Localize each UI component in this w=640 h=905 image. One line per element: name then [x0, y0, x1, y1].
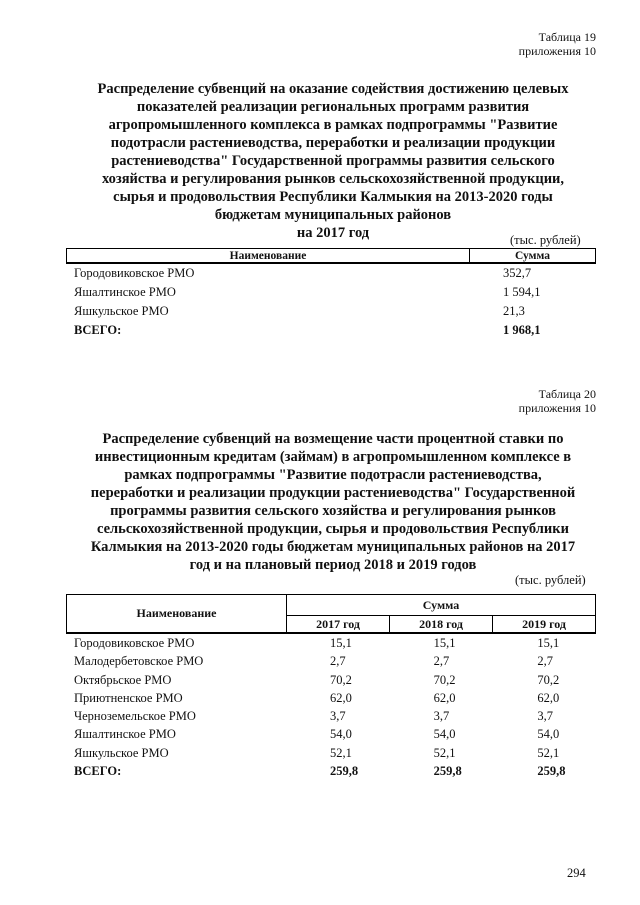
row-value: 15,1 — [537, 636, 560, 650]
total-value: 259,8 — [433, 764, 462, 779]
title-line: сельскохозяйственной продукции, сырья и продовольствия Республики — [96, 521, 569, 537]
header-sum: Сумма — [287, 595, 595, 616]
row-name: Черноземельское РМО — [74, 709, 196, 724]
title-line: переработки и реализации продукции растениеводства" Государственной — [90, 485, 576, 501]
title-line: бюджетам муниципальных районов — [214, 207, 452, 223]
table19-appendix: приложения 10 — [518, 44, 596, 58]
row-value: 62,0 — [537, 690, 560, 705]
table19-label-block — [430, 30, 596, 58]
total-value: 259,8 — [537, 764, 566, 779]
header-year: 2018 год — [390, 616, 493, 633]
row-name: Яшалтинское РМО — [74, 727, 176, 742]
table20-header — [66, 594, 596, 634]
row-value: 62,0 — [330, 690, 352, 705]
row-name: Малодербетовское РМО — [74, 654, 204, 669]
row-name: Яшалтинское РМО — [74, 285, 176, 299]
row-value: 3,7 — [330, 709, 346, 724]
row-value: 52,1 — [433, 745, 456, 760]
title-line: инвестиционным кредитам (займам) в агропромышленном комплексе в — [94, 449, 572, 465]
row-sum: 1 594,1 — [503, 285, 541, 299]
row-sum: 21,3 — [503, 304, 525, 318]
header-sum: Сумма — [515, 250, 550, 262]
title-line: Калмыкия на 2013-2020 годы бюджетам муниципальных районов на 2017 — [90, 539, 576, 555]
title-line: агропромышленного комплекса в рамках подпрограммы "Развитие — [108, 117, 558, 133]
table20-label-block — [430, 387, 596, 415]
table20-appendix: приложения 10 — [518, 401, 596, 415]
title-line: Распределение субвенций на оказание содействия достижению целевых — [97, 81, 569, 97]
title-line: растениеводства" Государственной программы развития сельского — [111, 153, 555, 169]
table-row — [66, 689, 596, 707]
row-name: Яшкульское РМО — [74, 304, 169, 318]
table20-units: (тыс. рублей) — [515, 573, 586, 587]
row-name: Городовиковское РМО — [74, 636, 195, 650]
row-value: 70,2 — [537, 672, 560, 687]
table20-label: Таблица 20 — [538, 387, 596, 401]
page-number: 294 — [567, 866, 586, 880]
table-row — [66, 652, 596, 670]
table20 — [66, 594, 596, 780]
title-line: Распределение субвенций на возмещение части процентной ставки по — [102, 431, 564, 447]
row-value: 52,1 — [330, 745, 352, 760]
table-row — [66, 264, 596, 283]
table-row — [66, 671, 596, 689]
header-year: 2017 год — [287, 616, 390, 633]
total-row — [66, 321, 596, 340]
table19-units: (тыс. рублей) — [510, 233, 581, 247]
table19 — [66, 248, 596, 340]
row-value: 15,1 — [330, 636, 352, 650]
total-sum: 1 968,1 — [503, 323, 541, 337]
title-line: хозяйства и регулирования рынков сельскохозяйственной продукции, — [101, 171, 565, 187]
table19-title — [70, 80, 596, 242]
table19-header — [66, 248, 596, 264]
title-line: рамках подпрограммы "Развитие подотрасли растениеводства, — [124, 467, 542, 483]
header-name: Наименование — [67, 595, 287, 632]
row-value: 54,0 — [330, 727, 352, 742]
title-line: программы развития сельского хозяйства и регулирования рынков — [110, 503, 556, 519]
total-label: ВСЕГО: — [74, 764, 122, 779]
title-line: подотрасли растениеводства, переработки и реализации продукции — [110, 135, 556, 151]
row-value: 2,7 — [433, 654, 450, 669]
row-sum: 352,7 — [503, 266, 532, 280]
table-row — [66, 634, 596, 652]
table-row — [66, 302, 596, 321]
row-name: Приютненское РМО — [74, 690, 183, 705]
title-line: на 2017 год — [296, 225, 370, 241]
total-label: ВСЕГО: — [74, 323, 122, 337]
row-value: 2,7 — [537, 654, 553, 669]
row-value: 70,2 — [330, 672, 352, 687]
table-row — [66, 744, 596, 762]
row-name: Городовиковское РМО — [74, 266, 195, 280]
title-line: сырья и продовольствия Республики Калмыкия на 2013-2020 годы — [113, 189, 553, 205]
total-row — [66, 762, 596, 780]
table20-title — [70, 430, 596, 574]
row-value: 54,0 — [537, 727, 560, 742]
header-name: Наименование — [67, 249, 470, 262]
table-row — [66, 707, 596, 725]
table19-label: Таблица 19 — [538, 30, 596, 44]
row-name: Октябрьское РМО — [74, 672, 172, 687]
title-line: год и на плановый период 2018 и 2019 годов — [189, 557, 477, 573]
row-value: 3,7 — [433, 709, 450, 724]
table-row — [66, 283, 596, 302]
table-row — [66, 725, 596, 743]
row-value: 54,0 — [433, 727, 456, 742]
title-line: показателей реализации региональных программ развития — [136, 99, 530, 115]
total-value: 259,8 — [330, 764, 359, 779]
row-value: 52,1 — [537, 745, 560, 760]
row-value: 15,1 — [433, 636, 456, 650]
row-value: 2,7 — [330, 654, 346, 669]
row-value: 70,2 — [433, 672, 456, 687]
row-value: 62,0 — [433, 690, 456, 705]
row-name: Яшкульское РМО — [74, 745, 169, 760]
header-year: 2019 год — [522, 617, 566, 631]
row-value: 3,7 — [537, 709, 553, 724]
